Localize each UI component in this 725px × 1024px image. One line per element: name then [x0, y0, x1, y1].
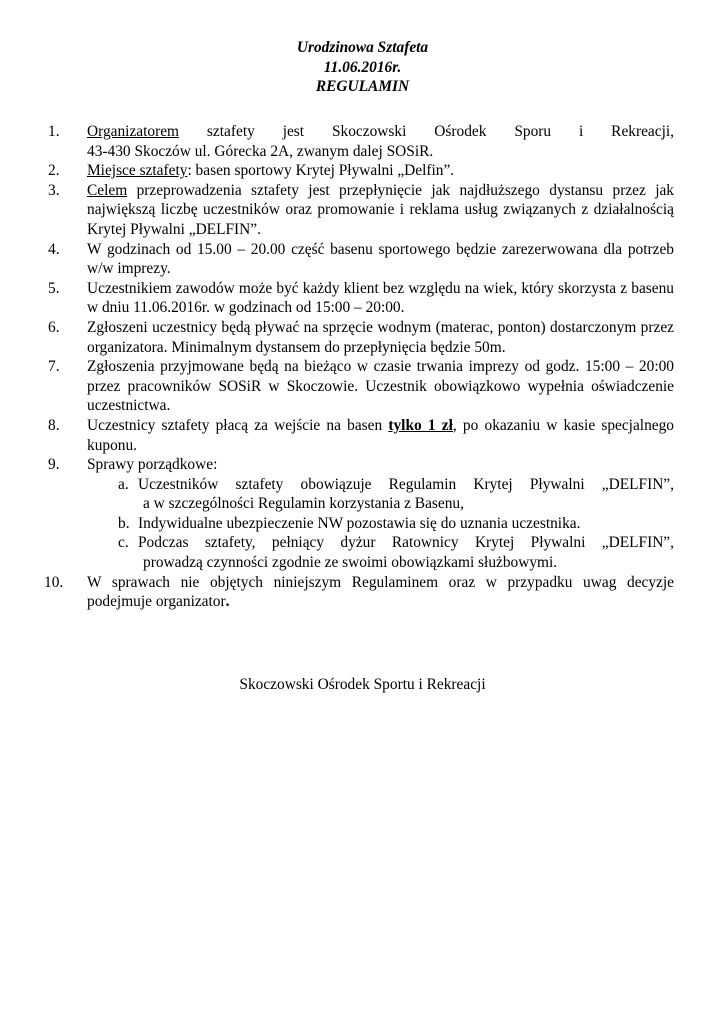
rule-text: W godzinach od 15.00 – 20.00 część basenu sportowego będzie zarezerwowana dla potrzeb w/w imprezy. [87, 240, 674, 278]
event-date: 11.06.2016r. [323, 58, 402, 76]
rule-item-2 [0, 161, 674, 181]
rule-number: 2. [48, 162, 60, 180]
sub-rule-letter: a. [118, 475, 129, 493]
rule-text [87, 416, 674, 455]
rule-item-3 [0, 181, 674, 240]
rule-text [87, 181, 674, 240]
sub-rule-c [87, 533, 674, 572]
rule-item-7 [0, 357, 674, 416]
rule-lead: Miejsce sztafety [87, 162, 188, 180]
rule-text-line2: 43-430 Skoczów ul. Górecka 2A, zwanym dalej SOSiR. [87, 142, 434, 160]
sub-rule-line1: Uczestników sztafety obowiązuje Regulamin Krytej Pływalni „DELFIN”, [138, 475, 674, 493]
rule-text-pre: Uczestnicy sztafety płacą za wejście na basen [87, 416, 389, 434]
rule-number: 7. [48, 358, 60, 376]
price-highlight: tylko 1 zł [388, 416, 453, 434]
sub-rule-letter: b. [118, 514, 130, 532]
sub-rule-a [87, 475, 674, 514]
rule-number: 1. [48, 123, 60, 140]
rule-text: Uczestnikiem zawodów może być każdy klient bez względu na wiek, który skorzysta z basenu w dniu 11.06.2016r. w godzinach od 15:00 – 20:00. [87, 279, 674, 317]
rule-text [87, 573, 674, 612]
rule-number: 3. [48, 181, 60, 199]
sub-rule-line1: Podczas sztafety, pełniący dyżur Ratownicy Krytej Pływalni „DELFIN”, [138, 534, 674, 552]
rule-text: Zgłoszenia przyjmowane będą na bieżąco w czasie trwania imprezy od godz. 15:00 – 20:00 przez pracowników SOSiR w Skoczowie. Uczestnik obowiązkowo wypełnia oświadczenie uczestnictwa. [87, 358, 674, 415]
rule-text: Zgłoszeni uczestnicy będą pływać na sprzęcie wodnym (materac, ponton) dostarczonym przez organizatora. Minimalnym dystansem do przepłynięcia będzie 50m. [87, 318, 674, 356]
rule-number: 6. [48, 318, 60, 336]
sub-rule-line2: a w szczególności Regulamin korzystania z Basenu, [143, 495, 464, 513]
rule-number: 5. [48, 279, 60, 297]
issuer-signature: Skoczowski Ośrodek Sportu i Rekreacji [239, 676, 486, 693]
document-title: REGULAMIN [315, 78, 410, 96]
rule-text: Sprawy porządkowe: [87, 456, 218, 474]
rule-number: 10. [44, 573, 64, 591]
sub-rules-list [87, 475, 674, 573]
rule-number: 9. [48, 456, 60, 474]
document-header [0, 38, 725, 97]
rule-number: 8. [48, 416, 60, 434]
rule-lead: Celem [87, 181, 128, 199]
rule-text-tail: . [225, 593, 230, 611]
rule-item-9 [0, 455, 674, 573]
sub-rule-line2: prowadzą czynności zgodnie ze swoimi obowiązkami służbowymi. [143, 554, 558, 572]
rule-item-8 [0, 416, 674, 455]
event-title: Urodzinowa Sztafeta [296, 39, 429, 56]
rule-number: 4. [48, 240, 60, 258]
rule-item-5 [0, 279, 674, 318]
rule-text-main: W sprawach nie objętych niniejszym Regulaminem oraz w przypadku uwag decyzje podejmuje organizator [87, 573, 674, 611]
sub-rule-b [87, 514, 674, 534]
rule-rest: przeprowadzenia sztafety jest przepłynięcie jak najdłuższego dystansu przez jak największą liczbę uczestników oraz promowanie i reklama usług związanych z działalnością Krytej Pływalni „DELFIN”. [87, 181, 674, 238]
rule-item-6 [0, 318, 674, 357]
rule-item-1 [0, 122, 674, 161]
rule-text-post: , po okazaniu w kasie specjalnego kuponu. [87, 416, 674, 454]
rule-text: sztafety jest Skoczowski Ośrodek Sporu i Rekreacji, [179, 123, 674, 140]
rule-text-line1 [87, 122, 674, 142]
sub-rule-letter: c. [118, 534, 129, 552]
rule-lead: Organizatorem [87, 123, 180, 140]
rule-rest: : basen sportowy Krytej Pływalni „Delfin”. [187, 162, 455, 180]
rules-list [0, 122, 725, 612]
rule-text [87, 161, 674, 181]
sub-rule-line1: Indywidualne ubezpieczenie NW pozostawia się do uznania uczestnika. [138, 514, 581, 532]
rule-item-4 [0, 240, 674, 279]
rule-item-10 [0, 573, 674, 612]
